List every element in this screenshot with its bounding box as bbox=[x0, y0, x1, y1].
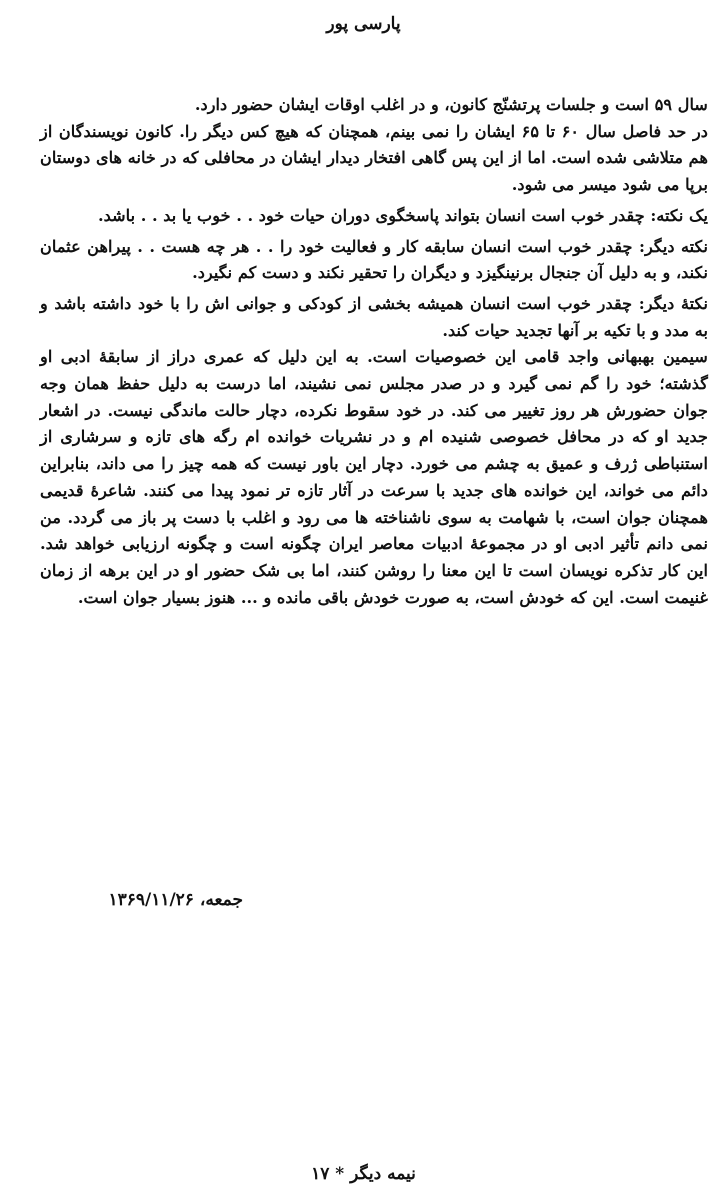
paragraph-3: یک نکته: چقدر خوب است انسان بتواند پاسخگوی دوران حیات خود . . خوب یا بد . . باشد. bbox=[97, 205, 708, 225]
paragraph-4: نکته دیگر: چقدر خوب است انسان سابقه کار و فعالیت خود را . . هر چه هست . . پیراهن عثمان نکند، و به دلیل آن جنجال برنینگیزد و دیگران را تحقیر نکند و دست کم نگیرد. bbox=[40, 236, 708, 283]
paragraph-2: در حد فاصل سال ۶۰ تا ۶۵ ایشان را نمی بینم، همچنان که هیچ کس دیگر را. کانون نویسندگان از هم متلاشی شده است. اما از این پس گاهی افتخار دیدار ایشان در محافلی که در خانه های دوستان برپا می شود میسر می شود. bbox=[40, 121, 708, 195]
page-footer: نیمه دیگر * ۱۷ bbox=[311, 1164, 416, 1184]
page-header-author: پارسی پور bbox=[326, 14, 401, 34]
paragraph-6: سیمین بهبهانی واجد قامی این خصوصیات است. به این دلیل که عمری دراز از سابقهٔ ادبی او گذشته؛ خود را گم نمی گیرد و در صدر مجلس نمی نشیند، اما درست به دلیل حفظ همان وجه جوان حضورش هر روز تغییر می کند. در خود سقوط نکرده، دچار حالت ماندگی نیست. در اشعار جدید او که در محافل خصوصی شنیده ام و در نشریات خوانده ام رگه های تازه و سرشاری از استنباطی ژرف و عمیق به چشم می خورد. دچار این باور نیست که همه چیز را می داند، بنابراین دائم می خواند، این خوانده های جدید با سرعت در آثار تازه تر نمود پیدا می کنند. شاعرهٔ قدیمی همچنان جوان است، با شهامت به سوی ناشناخته ها می رود و اغلب با دست پر باز می گردد. من نمی دانم تأثیر ادبی او در مجموعهٔ ادبیات معاصر ایران چگونه است و چگونه ارزیابی خواهد شد. این کار تذکره نویسان است تا این معنا را روشن کنند، اما بی شک حضور او در این برهه از زمان غنیمت است. این که خودش است، به صورت خودش باقی مانده و ... هنوز بسیار جوان است. bbox=[40, 347, 708, 607]
date-line: جمعه، ۱۳۶۹/۱۱/۲۶ bbox=[108, 890, 243, 910]
body-text bbox=[40, 92, 708, 611]
paragraph-5: نکتهٔ دیگر: چقدر خوب است انسان همیشه بخشی از کودکی و جوانی اش را با خود داشته باشد و به مدد و با تکیه بر آنها تجدید حیات کند. bbox=[40, 293, 708, 340]
paragraph-1: سال ۵۹ است و جلسات پرتشنّج کانون، و در اغلب اوقات ایشان حضور دارد. bbox=[194, 95, 708, 114]
